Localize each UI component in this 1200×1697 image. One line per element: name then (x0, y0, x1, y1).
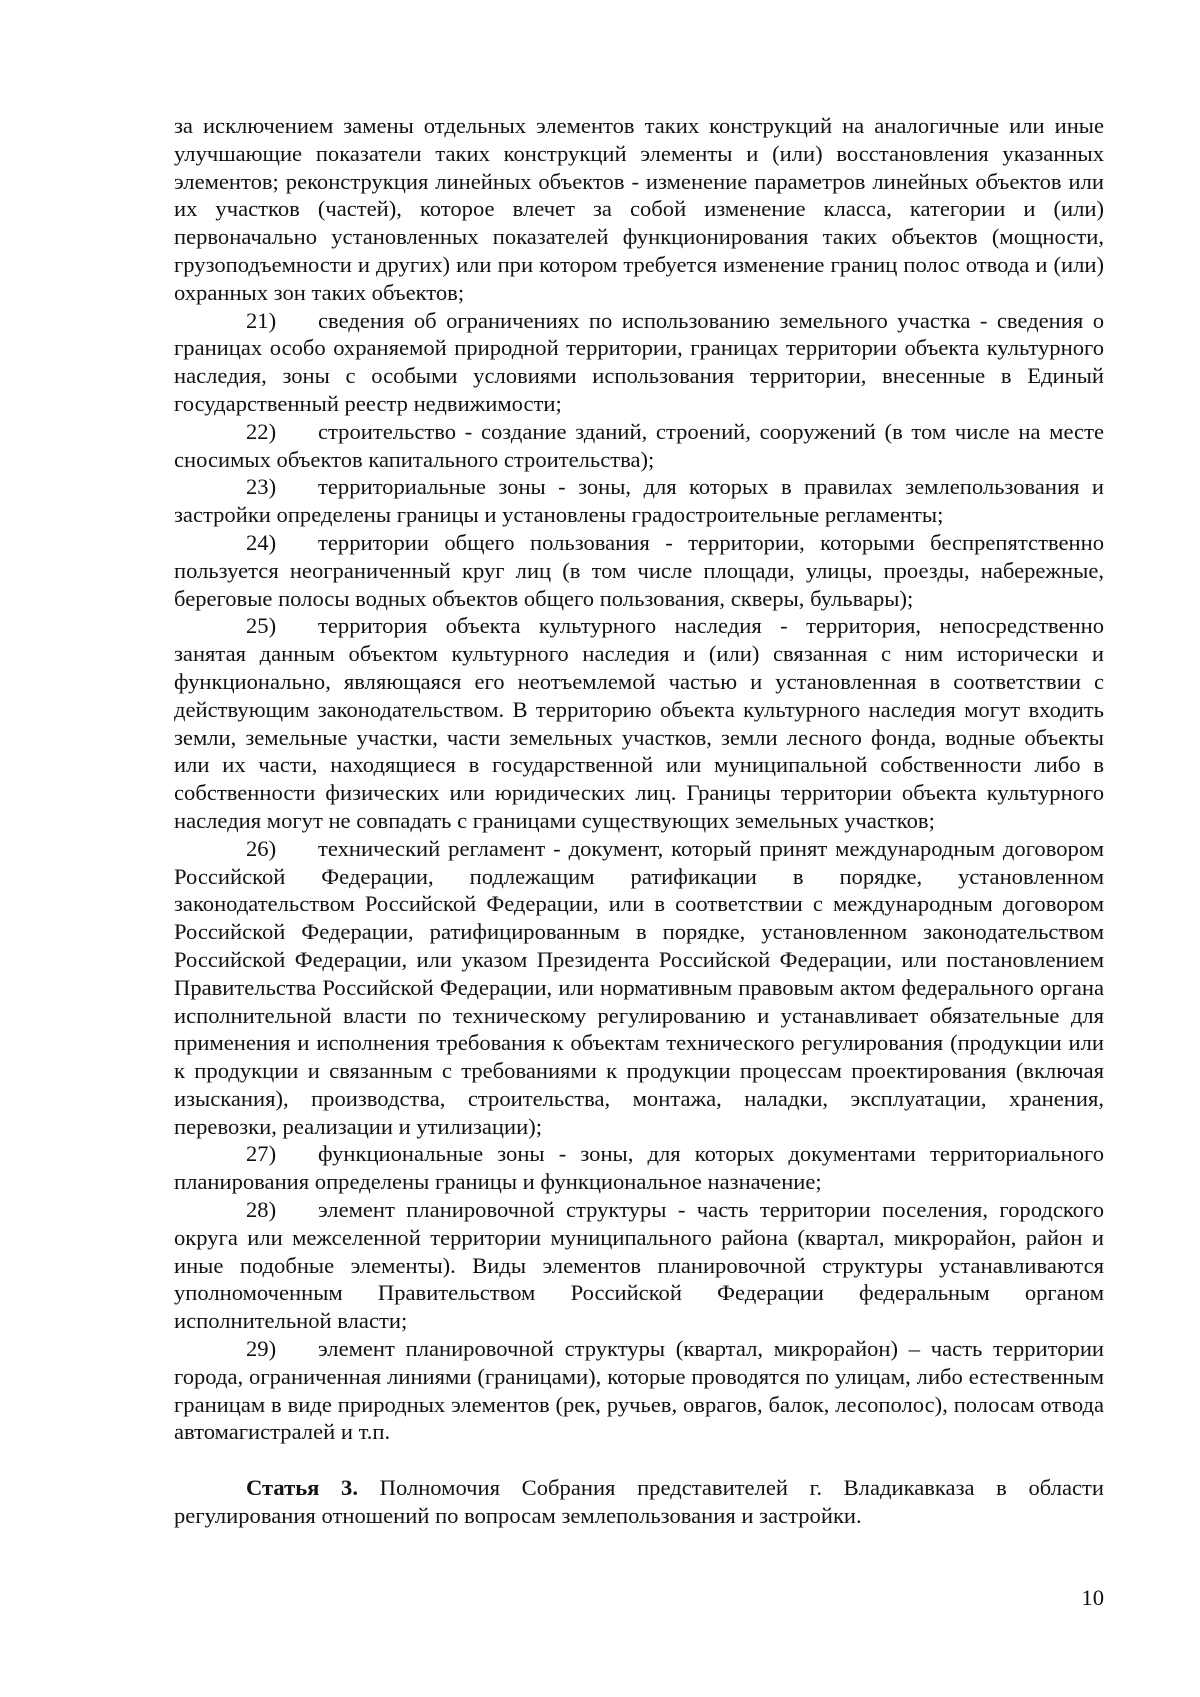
item-number: 27) (246, 1141, 277, 1167)
item-number: 22) (246, 418, 277, 444)
definition-item-28 (174, 1196, 1104, 1335)
item-number: 24) (246, 529, 277, 555)
page-number: 10 (1081, 1585, 1104, 1610)
item-number: 26) (246, 835, 277, 861)
definition-item-26 (174, 835, 1104, 1141)
item-text: территориальные зоны - зоны, для которых в правилах землепользования и застройки определены границы и установлены градостроительные регламенты; (174, 474, 1104, 528)
article-heading (174, 1474, 1104, 1530)
item-number: 23) (246, 474, 277, 500)
item-number: 25) (246, 613, 277, 639)
item-number: 29) (246, 1336, 277, 1362)
article-label: Статья 3. (246, 1475, 358, 1501)
item-text: технический регламент - документ, который принят международным договором Российской Федерации, подлежащим ратификации в порядке, установленном законодательством Российской Федерации, или в соответствии с международным договором Российской Федерации, ратифицированным в порядке, установленном законодательством Российской Федерации, или указом Президента Российской Федерации, или постановлением Правительства Российской Федерации, или нормативным правовым актом федерального органа исполнительной власти по техническому регулированию и устанавливает обязательные для применения и исполнения требования к объектам технического регулирования (продукции или к продукции и связанным с требованиями к продукции процессам проектирования (включая изыскания), производства, строительства, монтажа, наладки, эксплуатации, хранения, перевозки, реализации и утилизации); (174, 835, 1104, 1139)
item-number: 28) (246, 1197, 277, 1223)
item-text: элемент планировочной структуры - часть территории поселения, городского округа или межселенной территории муниципального района (квартал, микрорайон, район и иные подобные элементы). Виды элементов планировочной структуры устанавливаются уполномоченным Правительством Российской Федерации федеральным органом исполнительной власти; (174, 1197, 1104, 1334)
item-text: строительство - создание зданий, строений, сооружений (в том числе на месте сносимых объектов капитального строительства); (174, 418, 1104, 472)
item-text: территория объекта культурного наследия - территория, непосредственно занятая данным объектом культурного наследия и (или) связанная с ним исторически и функционально, являющаяся его неотъемлемой частью и установленная в соответствии с действующим законодательством. В территорию объекта культурного наследия могут входить земли, земельные участки, части земельных участков, земли лесного фонда, водные объекты или их части, находящиеся в государственной или муниципальной собственности либо в собственности физических или юридических лиц. Границы территории объекта культурного наследия могут не совпадать с границами существующих земельных участков; (174, 613, 1104, 833)
definition-item-25 (174, 612, 1104, 834)
item-text: сведения об ограничениях по использованию земельного участка - сведения о границах особо охраняемой природной территории, границах территории объекта культурного наследия, зоны с особыми условиями использования территории, внесенные в Единый государственный реестр недвижимости; (174, 307, 1104, 416)
item-number: 21) (246, 307, 277, 333)
definition-item-24 (174, 529, 1104, 612)
definition-item-29 (174, 1335, 1104, 1446)
definition-item-23 (174, 473, 1104, 529)
continuation-paragraph: за исключением замены отдельных элементов таких конструкций на аналогичные или иные улучшающие показатели таких конструкций элементы и (или) восстановления указанных элементов; реконструкция линейных объектов - изменение параметров линейных объектов или их участков (частей), которое влечет за собой изменение класса, категории и (или) первоначально установленных показателей функционирования таких объектов (мощности, грузоподъемности и других) или при котором требуется изменение границ полос отвода и (или) охранных зон таких объектов; (174, 113, 1104, 305)
definition-item-27 (174, 1140, 1104, 1196)
item-text: элемент планировочной структуры (квартал, микрорайон) – часть территории города, ограниченная линиями (границами), которые проводятся по улицам, либо естественным границам в виде природных элементов (рек, ручьев, оврагов, балок, лесополос), полосам отвода автомагистралей и т.п. (174, 1336, 1104, 1445)
definition-item-22 (174, 418, 1104, 474)
item-text: территории общего пользования - территории, которыми беспрепятственно пользуется неограниченный круг лиц (в том числе площади, улицы, проезды, набережные, береговые полосы водных объектов общего пользования, скверы, бульвары); (174, 529, 1104, 611)
item-text: функциональные зоны - зоны, для которых документами территориального планирования определены границы и функциональное назначение; (174, 1141, 1104, 1195)
definition-item-21 (174, 307, 1104, 418)
article-title: Полномочия Собрания представителей г. Владикавказа в области регулирования отношений по вопросам землепользования и застройки. (174, 1475, 1104, 1529)
document-body (174, 112, 1104, 1530)
